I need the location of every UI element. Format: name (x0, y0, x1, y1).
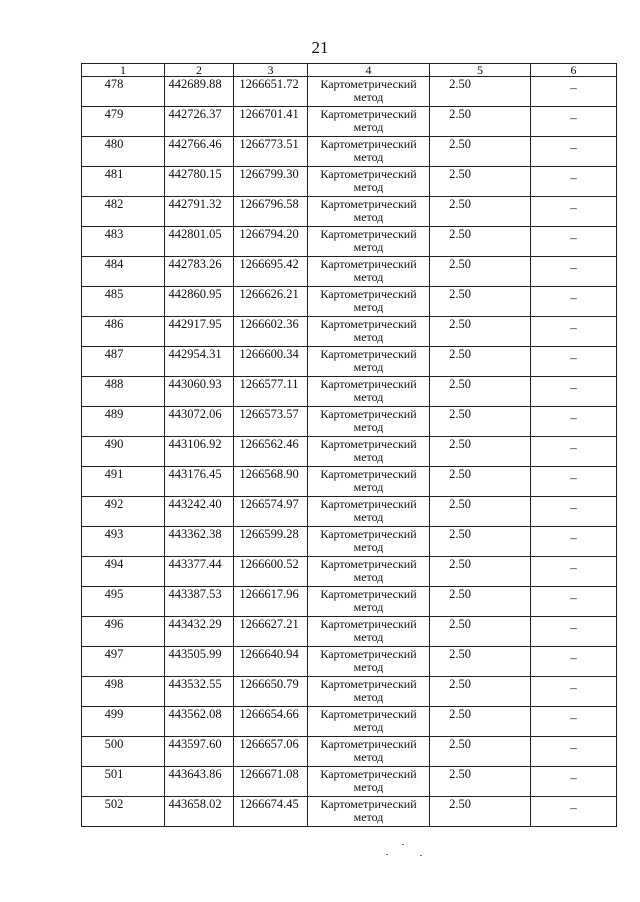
description-cell (531, 377, 617, 407)
accuracy-cell: 2.50 (430, 137, 531, 167)
method-cell: Картометрический метод (308, 677, 430, 707)
accuracy-cell: 2.50 (430, 317, 531, 347)
point-number-cell: 502 (82, 797, 165, 827)
x-coordinate-cell: 443532.55 (165, 677, 234, 707)
x-coordinate-cell: 443176.45 (165, 467, 234, 497)
description-cell (531, 587, 617, 617)
y-coordinate-cell: 1266577.11 (234, 377, 308, 407)
x-coordinate-cell: 443505.99 (165, 647, 234, 677)
method-cell: Картометрический метод (308, 287, 430, 317)
point-number-cell: 491 (82, 467, 165, 497)
description-cell (531, 797, 617, 827)
point-number-cell: 489 (82, 407, 165, 437)
accuracy-cell: 2.50 (430, 767, 531, 797)
accuracy-cell: 2.50 (430, 77, 531, 107)
method-cell: Картометрический метод (308, 107, 430, 137)
method-cell: Картометрический метод (308, 557, 430, 587)
table-row (82, 107, 617, 137)
description-cell (531, 707, 617, 737)
description-cell (531, 767, 617, 797)
table-row (82, 317, 617, 347)
table-body (82, 77, 617, 827)
column-header: 5 (430, 64, 531, 77)
accuracy-cell: 2.50 (430, 557, 531, 587)
accuracy-cell: 2.50 (430, 617, 531, 647)
accuracy-cell: 2.50 (430, 497, 531, 527)
y-coordinate-cell: 1266574.97 (234, 497, 308, 527)
accuracy-cell: 2.50 (430, 167, 531, 197)
column-header: 4 (308, 64, 430, 77)
method-cell: Картометрический метод (308, 497, 430, 527)
method-cell: Картометрический метод (308, 377, 430, 407)
y-coordinate-cell: 1266796.58 (234, 197, 308, 227)
accuracy-cell: 2.50 (430, 737, 531, 767)
y-coordinate-cell: 1266671.08 (234, 767, 308, 797)
y-coordinate-cell: 1266799.30 (234, 167, 308, 197)
description-value: – (570, 560, 577, 575)
method-cell: Картометрический метод (308, 257, 430, 287)
table-row (82, 527, 617, 557)
accuracy-cell: 2.50 (430, 257, 531, 287)
description-cell (531, 107, 617, 137)
method-cell: Картометрический метод (308, 527, 430, 557)
table-row (82, 647, 617, 677)
table-row (82, 467, 617, 497)
accuracy-cell: 2.50 (430, 647, 531, 677)
accuracy-cell: 2.50 (430, 437, 531, 467)
description-value: – (570, 410, 577, 425)
y-coordinate-cell: 1266640.94 (234, 647, 308, 677)
point-number-cell: 485 (82, 287, 165, 317)
y-coordinate-cell: 1266626.21 (234, 287, 308, 317)
method-cell: Картометрический метод (308, 647, 430, 677)
description-value: – (570, 260, 577, 275)
point-number-cell: 481 (82, 167, 165, 197)
method-cell: Картометрический метод (308, 167, 430, 197)
method-cell: Картометрический метод (308, 197, 430, 227)
description-value: – (570, 320, 577, 335)
table-row (82, 677, 617, 707)
page-number: 21 (311, 38, 329, 57)
method-cell: Картометрический метод (308, 797, 430, 827)
y-coordinate-cell: 1266657.06 (234, 737, 308, 767)
x-coordinate-cell: 443658.02 (165, 797, 234, 827)
table-row (82, 287, 617, 317)
x-coordinate-cell: 442801.05 (165, 227, 234, 257)
y-coordinate-cell: 1266651.72 (234, 77, 308, 107)
column-header: 6 (531, 64, 617, 77)
table-row (82, 77, 617, 107)
x-coordinate-cell: 443432.29 (165, 617, 234, 647)
point-number-cell: 484 (82, 257, 165, 287)
description-cell (531, 497, 617, 527)
x-coordinate-cell: 442780.15 (165, 167, 234, 197)
x-coordinate-cell: 443562.08 (165, 707, 234, 737)
table-row (82, 617, 617, 647)
scan-artifact (380, 848, 440, 858)
y-coordinate-cell: 1266573.57 (234, 407, 308, 437)
method-cell: Картометрический метод (308, 587, 430, 617)
description-value: – (570, 590, 577, 605)
description-cell (531, 257, 617, 287)
x-coordinate-cell: 442726.37 (165, 107, 234, 137)
x-coordinate-cell: 443597.60 (165, 737, 234, 767)
table-row (82, 377, 617, 407)
point-number-cell: 495 (82, 587, 165, 617)
y-coordinate-cell: 1266695.42 (234, 257, 308, 287)
description-cell (531, 407, 617, 437)
table-row (82, 407, 617, 437)
accuracy-cell: 2.50 (430, 197, 531, 227)
x-coordinate-cell: 443377.44 (165, 557, 234, 587)
description-value: – (570, 800, 577, 815)
point-number-cell: 500 (82, 737, 165, 767)
point-number-cell: 478 (82, 77, 165, 107)
description-value: – (570, 170, 577, 185)
x-coordinate-cell: 443362.38 (165, 527, 234, 557)
point-number-cell: 483 (82, 227, 165, 257)
point-number-cell: 493 (82, 527, 165, 557)
method-cell: Картометрический метод (308, 737, 430, 767)
accuracy-cell: 2.50 (430, 287, 531, 317)
table-row (82, 137, 617, 167)
description-cell (531, 647, 617, 677)
description-cell (531, 737, 617, 767)
x-coordinate-cell: 442917.95 (165, 317, 234, 347)
y-coordinate-cell: 1266674.45 (234, 797, 308, 827)
point-number-cell: 497 (82, 647, 165, 677)
x-coordinate-cell: 443106.92 (165, 437, 234, 467)
description-value: – (570, 440, 577, 455)
description-cell (531, 557, 617, 587)
description-value: – (570, 500, 577, 515)
description-value: – (570, 80, 577, 95)
table-row (82, 767, 617, 797)
y-coordinate-cell: 1266654.66 (234, 707, 308, 737)
description-cell (531, 287, 617, 317)
description-cell (531, 527, 617, 557)
point-number-cell: 494 (82, 557, 165, 587)
table-row (82, 257, 617, 287)
table-row (82, 347, 617, 377)
point-number-cell: 496 (82, 617, 165, 647)
description-value: – (570, 680, 577, 695)
method-cell: Картометрический метод (308, 767, 430, 797)
y-coordinate-cell: 1266627.21 (234, 617, 308, 647)
table-header-row (82, 64, 617, 77)
x-coordinate-cell: 443060.93 (165, 377, 234, 407)
point-number-cell: 487 (82, 347, 165, 377)
method-cell: Картометрический метод (308, 227, 430, 257)
accuracy-cell: 2.50 (430, 797, 531, 827)
table-row (82, 497, 617, 527)
accuracy-cell: 2.50 (430, 467, 531, 497)
y-coordinate-cell: 1266602.36 (234, 317, 308, 347)
table-row (82, 587, 617, 617)
accuracy-cell: 2.50 (430, 227, 531, 257)
point-number-cell: 492 (82, 497, 165, 527)
x-coordinate-cell: 443242.40 (165, 497, 234, 527)
x-coordinate-cell: 442860.95 (165, 287, 234, 317)
point-number-cell: 490 (82, 437, 165, 467)
description-value: – (570, 740, 577, 755)
description-cell (531, 677, 617, 707)
description-cell (531, 137, 617, 167)
description-value: – (570, 470, 577, 485)
description-value: – (570, 620, 577, 635)
x-coordinate-cell: 442766.46 (165, 137, 234, 167)
table-row (82, 167, 617, 197)
table-row (82, 737, 617, 767)
accuracy-cell: 2.50 (430, 347, 531, 377)
description-value: – (570, 770, 577, 785)
description-value: – (570, 200, 577, 215)
description-cell (531, 317, 617, 347)
accuracy-cell: 2.50 (430, 677, 531, 707)
y-coordinate-cell: 1266562.46 (234, 437, 308, 467)
method-cell: Картометрический метод (308, 617, 430, 647)
y-coordinate-cell: 1266650.79 (234, 677, 308, 707)
description-value: – (570, 710, 577, 725)
method-cell: Картометрический метод (308, 437, 430, 467)
x-coordinate-cell: 443643.86 (165, 767, 234, 797)
method-cell: Картометрический метод (308, 347, 430, 377)
table-row (82, 707, 617, 737)
method-cell: Картометрический метод (308, 77, 430, 107)
description-value: – (570, 350, 577, 365)
description-value: – (570, 230, 577, 245)
coordinates-table (81, 63, 617, 827)
description-value: – (570, 530, 577, 545)
y-coordinate-cell: 1266617.96 (234, 587, 308, 617)
description-cell (531, 197, 617, 227)
table-row (82, 227, 617, 257)
column-header: 3 (234, 64, 308, 77)
method-cell: Картометрический метод (308, 467, 430, 497)
description-cell (531, 167, 617, 197)
x-coordinate-cell: 442954.31 (165, 347, 234, 377)
point-number-cell: 488 (82, 377, 165, 407)
column-header: 2 (165, 64, 234, 77)
point-number-cell: 498 (82, 677, 165, 707)
y-coordinate-cell: 1266600.52 (234, 557, 308, 587)
y-coordinate-cell: 1266568.90 (234, 467, 308, 497)
x-coordinate-cell: 442791.32 (165, 197, 234, 227)
accuracy-cell: 2.50 (430, 587, 531, 617)
y-coordinate-cell: 1266701.41 (234, 107, 308, 137)
y-coordinate-cell: 1266600.34 (234, 347, 308, 377)
description-cell (531, 77, 617, 107)
accuracy-cell: 2.50 (430, 407, 531, 437)
table-row (82, 197, 617, 227)
point-number-cell: 501 (82, 767, 165, 797)
point-number-cell: 482 (82, 197, 165, 227)
y-coordinate-cell: 1266773.51 (234, 137, 308, 167)
description-cell (531, 227, 617, 257)
column-header: 1 (82, 64, 165, 77)
description-value: – (570, 140, 577, 155)
method-cell: Картометрический метод (308, 317, 430, 347)
point-number-cell: 499 (82, 707, 165, 737)
description-value: – (570, 290, 577, 305)
table-row (82, 557, 617, 587)
accuracy-cell: 2.50 (430, 377, 531, 407)
x-coordinate-cell: 443387.53 (165, 587, 234, 617)
accuracy-cell: 2.50 (430, 527, 531, 557)
y-coordinate-cell: 1266599.28 (234, 527, 308, 557)
method-cell: Картометрический метод (308, 707, 430, 737)
description-cell (531, 347, 617, 377)
point-number-cell: 479 (82, 107, 165, 137)
method-cell: Картометрический метод (308, 137, 430, 167)
point-number-cell: 486 (82, 317, 165, 347)
description-value: – (570, 380, 577, 395)
y-coordinate-cell: 1266794.20 (234, 227, 308, 257)
description-cell (531, 437, 617, 467)
accuracy-cell: 2.50 (430, 107, 531, 137)
description-value: – (570, 650, 577, 665)
description-value: – (570, 110, 577, 125)
description-cell (531, 467, 617, 497)
x-coordinate-cell: 442783.26 (165, 257, 234, 287)
x-coordinate-cell: 443072.06 (165, 407, 234, 437)
method-cell: Картометрический метод (308, 407, 430, 437)
accuracy-cell: 2.50 (430, 707, 531, 737)
table-row (82, 437, 617, 467)
table-row (82, 797, 617, 827)
description-cell (531, 617, 617, 647)
point-number-cell: 480 (82, 137, 165, 167)
x-coordinate-cell: 442689.88 (165, 77, 234, 107)
